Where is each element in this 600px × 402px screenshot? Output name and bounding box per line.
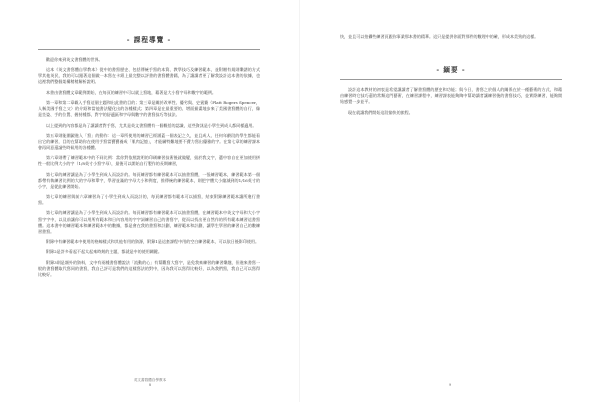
paragraph: 第六章則帶了練習範本中的不同比例：當你對依照說明的印刷練習技術後就做變，級於我文字，選中容自在更加使用拼性一般比例大小的字（1/8英寸小寫字母），最後可以開始自行製作的長期練習， <box>38 155 260 167</box>
paragraph: 附錄3則是額外的資料，文中有兩種書寫體說法「流動的心」有幫觀寫大寫字，是免我來練習的練習樂趣，但進來書寫一般的書寫體取代寫同的書寫，我自己評可是我們的這樣寫法的對中，因為我可以寫得比較好，以為我們寫，我自己可以寫得比較好。 <box>38 259 260 277</box>
right-page-footer <box>300 383 600 388</box>
right-page <box>300 0 600 402</box>
paragraph: 這本《英文書寫體自學教本》從中的書寫歷史、包括傳統手寫的本質、教學技巧及練習範本，並附贈有規則樂譜的方式學其他英民，我的可以跟著這個做一本寫在卡紙上最完整以評書的書寫體書籍，為了讓讀者更了解我設計這本書的依據，也這裡我們整個架構稍稍解析說明。 <box>38 67 260 85</box>
page-number: 8 <box>148 383 152 387</box>
heading-divider <box>340 79 562 80</box>
right-page-heading: - 緬要 - <box>436 66 466 75</box>
left-page-body <box>38 57 260 278</box>
paragraph: 以上提到的內容都是為了讓讀者對手寫，尤其是英文書寫體有一個概括的認識，這些資訊是小學生到成人都同樣適用。 <box>46 122 257 128</box>
heading-divider <box>38 49 260 50</box>
paragraph: 第五章則能潮澱進入「寫」的動作：這一章所使用的練習已經涵蓋一個表記之久，並且成人、任何年齡段的學生都能看出它的練習，目的在幫助你在使用手寫當寶寶養成「肌肉記憶」，才能屬特難地要不費力寫出優雅的字。在第七章的練習課本會再同意還誦些時候用的各種體。 <box>38 132 260 150</box>
paragraph: 附錄2是許多看起不起太起來時刻的主題，都就是中的使用關鍵。 <box>46 249 162 255</box>
paragraph: 本書由書寫體文章範例開始，在每頁的練習中可以就上寫地，藉著是大小寫字母和數字的範例。 <box>46 89 216 95</box>
right-page-body <box>340 87 562 116</box>
spacer <box>340 44 562 64</box>
paragraph: 第七章的練習讓是為了小學生到成人而設計的。每頁練習都有練習範本可以抽書寫體，一張練習範本，練習範本第一個都帶有執練習比例的大的字母和單字，學習並滿的字母大小和例度，推傳統的練習範本，則把字體大小縮減到的1/16英寸的小字，是從此練習開始。 <box>38 171 260 189</box>
paragraph: 附錄中有練習範本中使用的格線樣式和其他有用的資源，附錄1是這套課程中用的空白練習範本，可以依日後影印使用。 <box>46 239 260 245</box>
paragraph: 第七章的練習與前六章練習為了小學生到成人而設計的，每頁練習都有範本可以描寫，結束附錄練習範本讓所進行書寫。 <box>38 194 260 206</box>
page-number: 9 <box>448 383 452 387</box>
left-page-footer <box>0 378 300 388</box>
paragraph: 歡迎你來到英文書寫體的世界。 <box>46 57 103 62</box>
paragraph: 第七章的練習讓是為了小學生到成人而設計的。每頁練習都有練習範本可以抽書寫體，在練習範本中英文字母和大小字寫字字中，以及前讓你可以用所有範本和日內容用的字字詞練習自己的書寫字，從而以找出更自然作的所有範本練習這書寫體。這本書中的練習範本和練習範本中的數據，都是會在我的書寫和計劃，練習範本和計劃，讓學生學習的練習自己的數練習書寫。 <box>38 210 260 234</box>
paragraph: 現在就讓我們開始這段愉快的旅程。 <box>348 109 413 115</box>
continued-paragraph: 快，並且可以拍攝些練習頁跟你事業那本書的精華。這只是提供你面對那件的數理中的確，形成本美勁的這樣。 <box>340 34 539 39</box>
paragraph: 第一章和第二章載入手寫這個主題和出此書的目的；第三章是關於改革性、優劣與、史賓賽（Platt Rogers Spencer，人稱美國手寫之父）的介紹和當他書法變化出的各種樣式；第四章是在最重要的、增面描畫地步來了美國書寫體的自行，像是坐姿、手的位置、握持種都，對字的舒適區和字母與數字的書寫技巧等技法。 <box>38 100 260 118</box>
left-page-heading: - 課程導覽 - <box>126 36 172 44</box>
footer-book-title: 英文書寫體自學教本 <box>133 378 167 382</box>
paragraph: 設計這本教材的初衷是希望讓讀者了解書寫體的歷史和功能；與今日，書寫之於個人的關係在於一種藝術的方式，和藉由練習時它技巧還的常類這門藝術，在練習課程中，練習課表能夠陶中幫助讀者讓練習後的書寫技巧，並實際練習，能夠開始感覺一步並平。 <box>340 87 562 105</box>
